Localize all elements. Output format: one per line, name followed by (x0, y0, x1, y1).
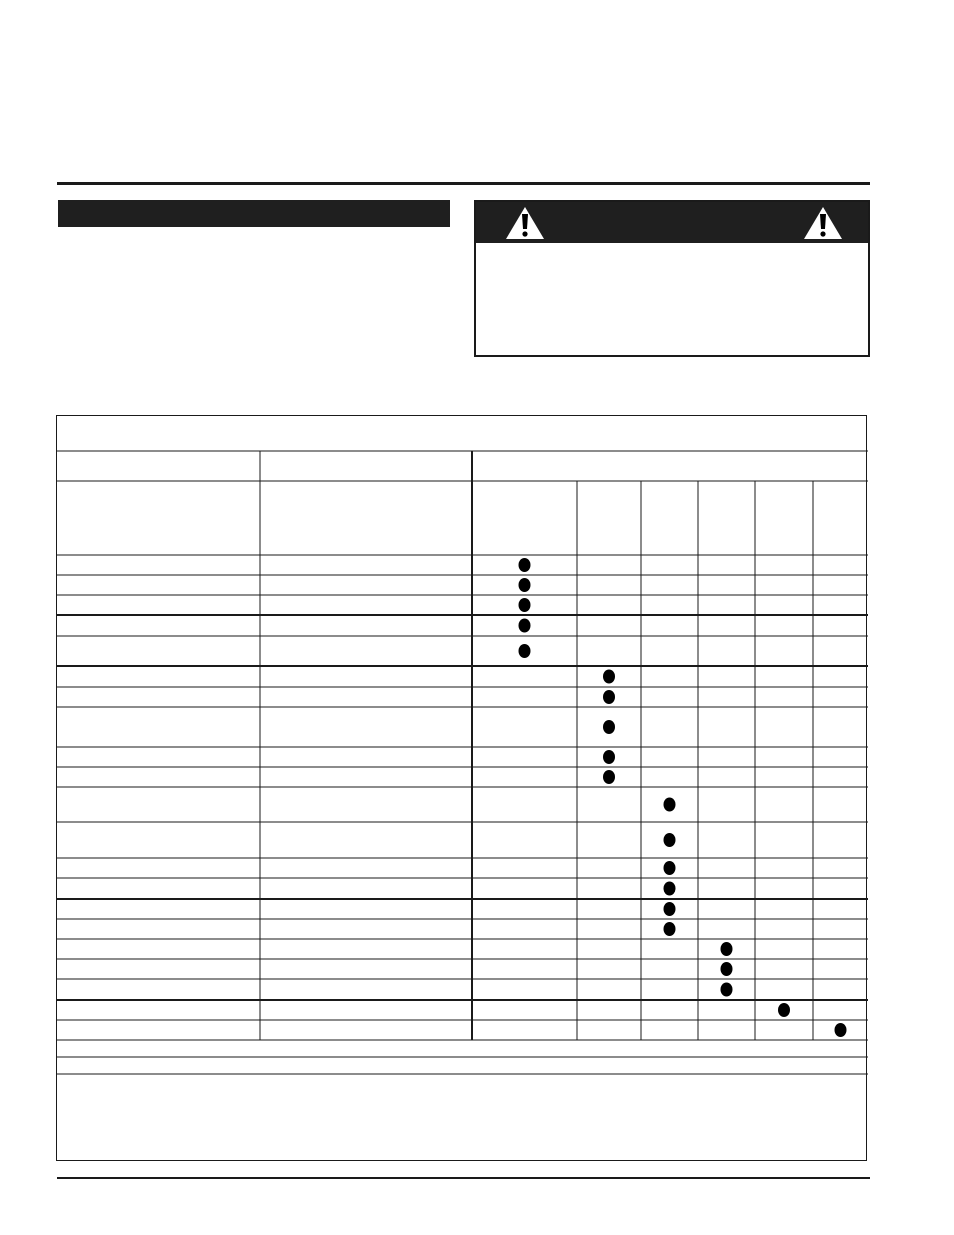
bottom-rule (57, 1177, 870, 1179)
bullet-mark (664, 902, 676, 916)
warning-box (474, 200, 870, 357)
top-rule (57, 182, 870, 185)
bullet-mark (603, 720, 615, 734)
bullet-mark (519, 619, 531, 633)
bullet-mark (835, 1023, 847, 1037)
warning-text (484, 252, 860, 348)
warning-header (476, 202, 868, 243)
bullet-mark (519, 558, 531, 572)
bullet-mark (721, 962, 733, 976)
bullet-mark (519, 578, 531, 592)
bullet-mark (603, 690, 615, 704)
bullet-mark (721, 942, 733, 956)
bullet-mark (664, 798, 676, 812)
warning-triangle-icon (803, 206, 843, 240)
bullet-mark (664, 833, 676, 847)
bullet-mark (664, 882, 676, 896)
bullet-mark (519, 598, 531, 612)
bullet-mark (603, 670, 615, 684)
troubleshooting-table (56, 415, 867, 1161)
bullet-mark (664, 922, 676, 936)
bullet-mark (664, 861, 676, 875)
bullet-mark (721, 983, 733, 997)
warning-triangle-icon (505, 206, 545, 240)
bullet-mark (519, 644, 531, 658)
section-heading-bar (58, 200, 450, 227)
table-grid (57, 416, 868, 1162)
bullet-mark (778, 1003, 790, 1017)
bullet-mark (603, 770, 615, 784)
bullet-mark (603, 750, 615, 764)
